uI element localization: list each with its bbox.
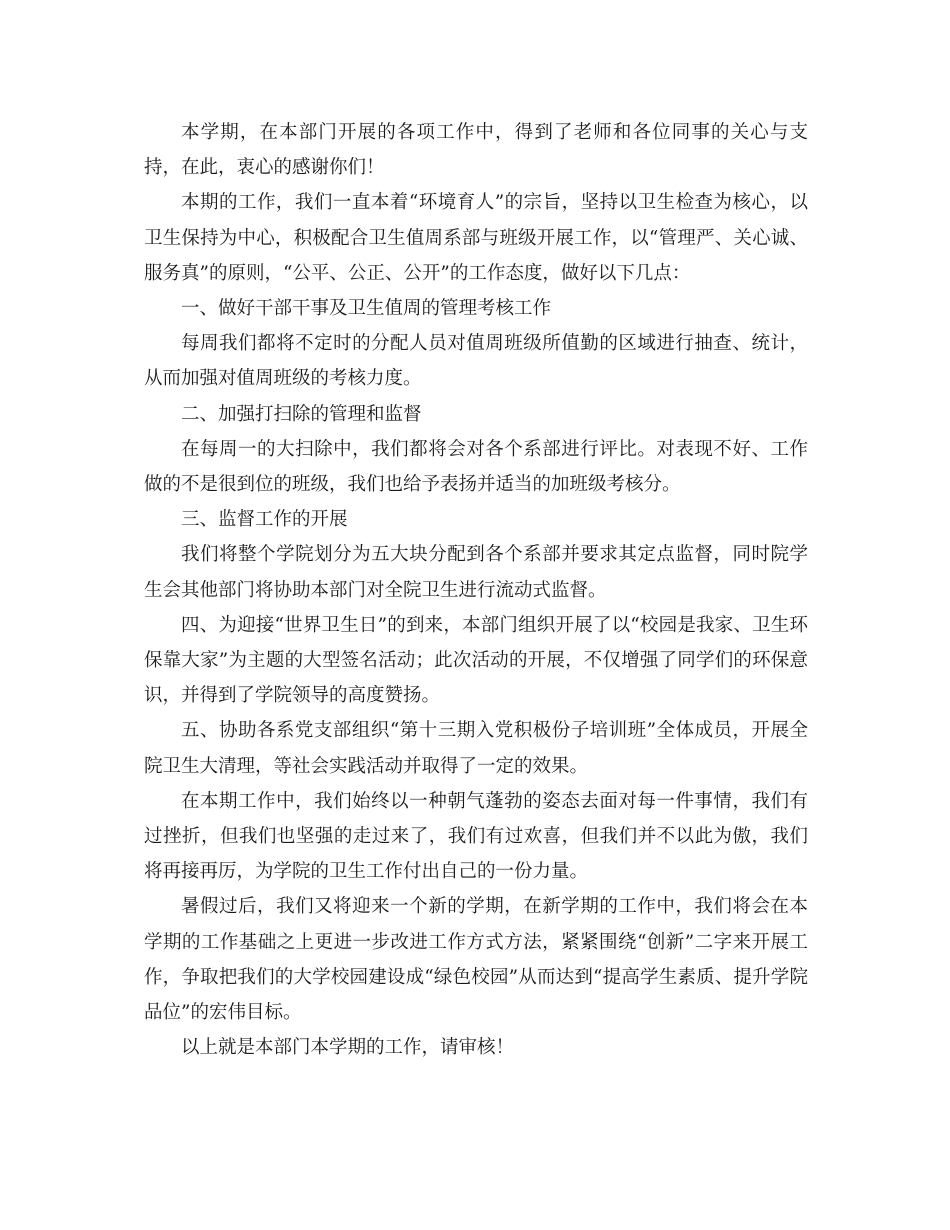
paragraph-outlook: 暑假过后，我们又将迎来一个新的学期，在新学期的工作中，我们将会在本学期的工作基础之上更进一步改进工作方式方法，紧紧围绕“创新”二字来开展工作，争取把我们的大学校园建设成“绿色校园”从而达到“提高学生素质、提升学院品位”的宏伟目标。 xyxy=(144,896,808,1024)
paragraph-section-4: 四、为迎接“世界卫生日”的到来，本部门组织开展了以“校园是我家、卫生环保靠大家”为主题的大型签名活动；此次活动的开展，不仅增强了同学们的环保意识，并得到了学院领导的高度赞扬。 xyxy=(144,614,808,707)
document-body xyxy=(144,115,808,1065)
paragraph-reflection: 在本期工作中，我们始终以一种朝气蓬勃的姿态去面对每一件事情，我们有过挫折，但我们也坚强的走过来了，我们有过欢喜，但我们并不以此为傲，我们将再接再厉，为学院的卫生工作付出自己的一份力量。 xyxy=(144,790,808,883)
section-heading-2: 二、加强打扫除的管理和监督 xyxy=(181,403,422,425)
paragraph-section-3: 我们将整个学院划分为五大块分配到各个系部并要求其定点监督，同时院学生会其他部门将协助本部门对全院卫生进行流动式监督。 xyxy=(144,544,808,601)
paragraph-closing: 以上就是本部门本学期的工作，请审核！ xyxy=(181,1037,515,1059)
paragraph-section-1: 每周我们都将不定时的分配人员对值周班级所值勤的区域进行抽查、统计，从而加强对值周班级的考核力度。 xyxy=(144,333,808,390)
paragraph-intro: 本学期，在本部门开展的各项工作中，得到了老师和各位同事的关心与支持，在此，衷心的感谢你们！ xyxy=(144,122,808,179)
section-heading-3: 三、监督工作的开展 xyxy=(181,509,348,531)
paragraph-section-5: 五、协助各系党支部组织“第十三期入党积极份子培训班”全体成员，开展全院卫生大清理，等社会实践活动并取得了一定的效果。 xyxy=(144,720,808,777)
section-heading-1: 一、做好干部干事及卫生值周的管理考核工作 xyxy=(181,298,552,320)
paragraph-purpose: 本期的工作，我们一直本着“环境育人”的宗旨，坚持以卫生检查为核心，以卫生保持为中心，积极配合卫生值周系部与班级开展工作，以“管理严、关心诚、服务真”的原则，“公平、公正、公开”的工作态度，做好以下几点： xyxy=(144,192,808,284)
paragraph-section-2: 在每周一的大扫除中，我们都将会对各个系部进行评比。对表现不好、工作做的不是很到位的班级，我们也给予表扬并适当的加班级考核分。 xyxy=(144,438,808,496)
